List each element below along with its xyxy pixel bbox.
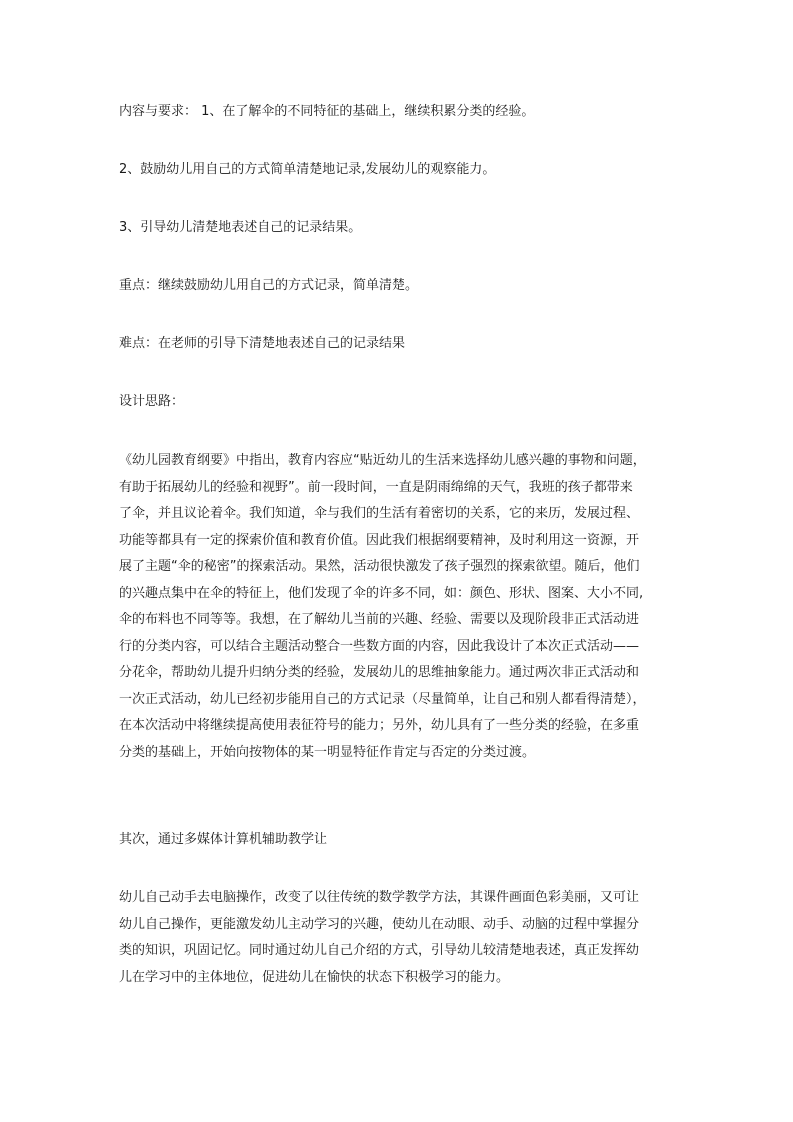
requirement-item-2: 2、鼓励幼儿用自己的方式简单清楚地记录,发展幼儿的观察能力。: [119, 162, 496, 177]
difficulty-line: 难点：在老师的引导下清楚地表述自己的记录结果: [119, 336, 406, 351]
paragraph-line: 儿在学习中的主体地位，促进幼儿在愉快的状态下积极学习的能力。: [119, 969, 510, 985]
content-requirements-line: 内容与要求： 1、在了解伞的不同特征的基础上，继续积累分类的经验。: [119, 104, 535, 119]
paragraph-line: 一次正式活动，幼儿已经初步能用自己的方式记录（尽量简单，让自己和别人都看得清楚），: [119, 691, 646, 707]
paragraph-line: 伞的布料也不同等等。我想，在了解幼儿当前的兴趣、经验、需要以及现阶段非正式活动进: [119, 612, 640, 627]
paragraph-line: 展了主题“伞的秘密”的探索活动。果然，活动很快激发了孩子强烈的探索欲望。随后，他们: [119, 559, 640, 574]
paragraph-line: 《幼儿园教育纲要》中指出，教育内容应“贴近幼儿的生活来选择幼儿感兴趣的事物和问题，: [119, 453, 646, 468]
paragraph-line: 了伞，并且议论着伞。我们知道，伞与我们的生活有着密切的关系，它的来历，发展过程、: [119, 506, 640, 521]
multimedia-paragraph: [119, 886, 679, 992]
paragraph-line: 有助于拓展幼儿的经验和视野”。前一段时间，一直是阴雨绵绵的天气，我班的孩子都带来: [119, 479, 633, 495]
paragraph-line: 分花伞，帮助幼儿提升归纳分类的经验，发展幼儿的思维抽象能力。通过两次非正式活动和: [119, 665, 640, 680]
requirement-item-3: 3、引导幼儿清楚地表述自己的记录结果。: [119, 220, 362, 235]
paragraph-line: 在本次活动中将继续提高使用表征符号的能力；另外，幼儿具有了一些分类的经验，在多重: [119, 718, 640, 733]
paragraph-line: 幼儿自己操作，更能激发幼儿主动学习的兴趣，使幼儿在动眼、动手、动脑的过程中掌握分: [119, 916, 640, 932]
paragraph-line: 的兴趣点集中在伞的特征上，他们发现了伞的许多不同，如：颜色、形状、图案、大小不同,: [119, 585, 644, 601]
design-rationale-paragraph: [119, 449, 679, 767]
paragraph-line: 类的知识，巩固记忆。同时通过幼儿自己介绍的方式，引导幼儿较清楚地表述，真正发挥幼: [119, 943, 640, 958]
paragraph-line: 功能等都具有一定的探索价值和教育价值。因此我们根据纲要精神，及时利用这一资源，开: [119, 532, 640, 548]
paragraph-line: 分类的基础上，开始向按物体的某一明显特征作肯定与否定的分类过渡。: [119, 744, 536, 760]
secondly-line: 其次，通过多媒体计算机辅助教学让: [119, 832, 328, 847]
paragraph-line: 幼儿自己动手去电脑操作，改变了以往传统的数学教学方法，其课件画面色彩美丽，又可让: [119, 890, 640, 905]
design-heading: 设计思路：: [119, 394, 185, 409]
paragraph-line: 行的分类内容，可以结合主题活动整合一些数方面的内容，因此我设计了本次正式活动——: [119, 638, 640, 654]
key-point-line: 重点：继续鼓励幼儿用自己的方式记录，简单清楚。: [119, 278, 419, 293]
